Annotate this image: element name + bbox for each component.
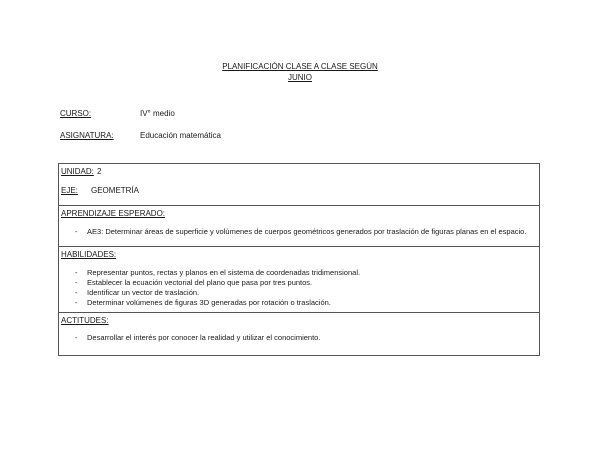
curso-value: IV° medio [140, 109, 175, 118]
eje-label: EJE: [61, 186, 78, 195]
habilidades-section [59, 247, 539, 313]
eje-value: GEOMETRÍA [91, 186, 140, 195]
curso-label: CURSO: [60, 109, 92, 118]
unidad-label: UNIDAD: [61, 167, 94, 176]
aprendizaje-section [59, 206, 539, 247]
list-item: - AE3: Determinar áreas de superficie y volúmenes de cuerpos geométricos generados por traslación de figuras planas en el espacio. [75, 227, 526, 237]
actitudes-section [59, 313, 539, 355]
list-item: - Representar puntos, rectas y planos en el sistema de coordenadas tridimensional. [75, 268, 360, 278]
list-item: - Determinar volúmenes de figuras 3D generadas por rotación o traslación. [75, 298, 360, 308]
actitudes-label: ACTITUDES: [61, 316, 109, 325]
aprendizaje-list [75, 227, 526, 237]
habilidades-label: HABILIDADES: [61, 250, 117, 259]
unidad-section [59, 164, 539, 206]
list-item: - Establecer la ecuación vectorial del plano que pasa por tres puntos. [75, 278, 360, 288]
asignatura-label: ASIGNATURA: [60, 131, 114, 140]
habilidades-list [75, 268, 360, 308]
document-title: PLANIFICACIÓN CLASE A CLASE SEGÚN [222, 62, 378, 71]
actitudes-list [75, 333, 320, 343]
planning-table [58, 163, 540, 356]
list-item: - Desarrollar el interés por conocer la realidad y utilizar el conocimiento. [75, 333, 320, 343]
document-subtitle-month: JUNIO [288, 73, 312, 82]
aprendizaje-label: APRENDIZAJE ESPERADO: [61, 209, 166, 218]
unidad-value: 2 [97, 167, 102, 176]
list-item: - Identificar un vector de traslación. [75, 288, 360, 298]
asignatura-value: Educación matemática [140, 131, 221, 140]
